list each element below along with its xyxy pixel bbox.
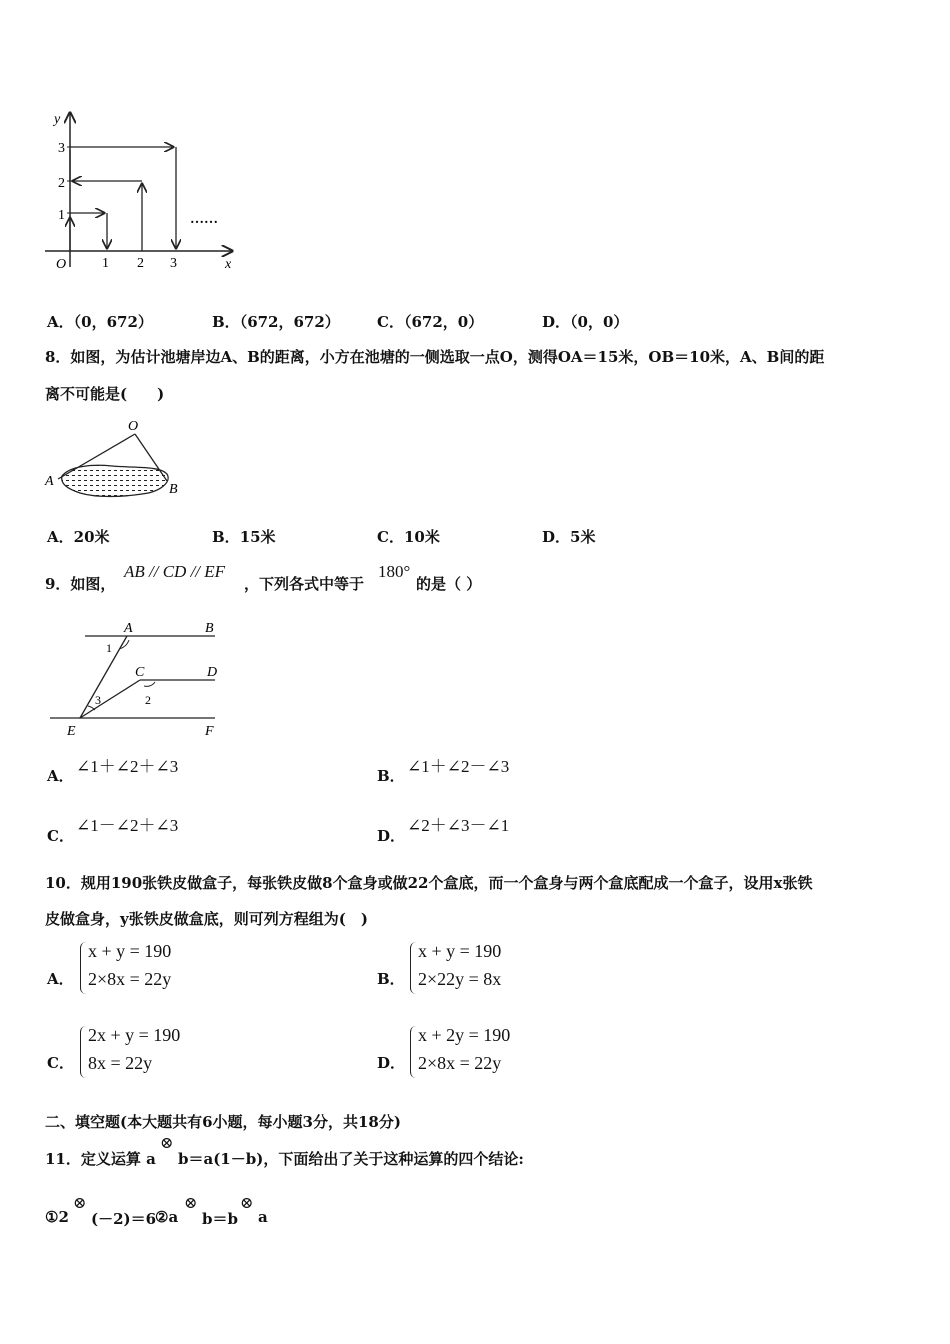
q8-option-c: C．10米 (377, 528, 440, 546)
angle-1-label: 1 (106, 641, 112, 655)
x-tick-3: 3 (170, 256, 177, 271)
q9-parallel-lines-figure (45, 614, 230, 739)
origin-label: O (56, 257, 67, 272)
q10-option-d-eq1: x + 2y = 190 (418, 1025, 511, 1045)
q11-conclusion-2-label: ②a (155, 1208, 179, 1226)
q8-option-d: D．5米 (542, 528, 596, 546)
q10-option-b-letter: B． (377, 970, 405, 988)
q11-conclusion-1-label: ①2 (45, 1208, 69, 1226)
q10-option-a-letter: A． (47, 970, 74, 988)
point-b-label: B (205, 621, 214, 636)
q11-conclusion-1-rest: (－2)＝6 (91, 1210, 157, 1228)
point-f-label: F (205, 724, 214, 739)
q10-option-a-eq2: 2×8x = 22y (88, 969, 172, 989)
point-e-label: E (67, 724, 76, 739)
q8-pond-figure (42, 418, 192, 500)
q8-option-a: A．20米 (47, 528, 110, 546)
q10-option-c-brace (80, 1026, 87, 1078)
q9-stem-prefix: 9．如图， (45, 575, 116, 593)
x-tick-1: 1 (102, 256, 109, 271)
q9-option-d-expr: ∠2＋∠3－∠1 (407, 816, 510, 835)
q7-option-c: C．（672，0） (377, 313, 484, 331)
y-tick-3: 3 (58, 141, 65, 156)
x-axis-label: x (225, 257, 232, 272)
q10-option-a-eq1: x + y = 190 (88, 941, 172, 961)
q11-conclusion-2-end: a (258, 1208, 268, 1226)
q7-option-a: A．（0，672） (47, 313, 153, 331)
q9-option-a-expr: ∠1＋∠2＋∠3 (76, 757, 179, 776)
q7-path-graph (40, 105, 250, 275)
point-o-label: O (128, 419, 139, 434)
angle-3-label: 3 (95, 693, 101, 707)
q9-option-a-letter: A． (47, 767, 74, 785)
q10-option-a-brace (80, 942, 87, 994)
q9-option-c-letter: C． (47, 827, 74, 845)
otimes-icon: ⊗ (240, 1193, 254, 1212)
q10-option-c-letter: C． (47, 1054, 74, 1072)
q9-option-b-letter: B． (377, 767, 405, 785)
q10-option-d-eq2: 2×8x = 22y (418, 1053, 502, 1073)
q8-option-b: B．15米 (212, 528, 276, 546)
q11-conclusion-2-mid: b＝b (202, 1210, 238, 1228)
q10-option-d-letter: D． (377, 1054, 406, 1072)
point-c-label: C (135, 665, 145, 680)
x-tick-2: 2 (137, 256, 144, 271)
q11-stem-prefix: 11．定义运算 a (45, 1150, 156, 1168)
q7-option-d: D．（0，0） (542, 313, 629, 331)
q10-option-c-eq1: 2x + y = 190 (88, 1025, 181, 1045)
q10-stem-line2: 皮做盒身，y张铁皮做盒底，则可列方程组为( ) (45, 910, 368, 928)
q9-parallel-condition: AB // CD // EF (124, 562, 226, 581)
y-axis-label: y (54, 112, 61, 127)
q10-option-b-eq1: x + y = 190 (418, 941, 502, 961)
otimes-icon: ⊗ (73, 1193, 87, 1212)
q11-stem-rest: b＝a(1－b)，下面给出了关于这种运算的四个结论: (178, 1150, 524, 1168)
point-a-label: A (45, 474, 54, 489)
continuation-dots: …… (190, 212, 218, 227)
point-d-label: D (207, 665, 218, 680)
q9-option-d-letter: D． (377, 827, 406, 845)
y-tick-1: 1 (58, 208, 65, 223)
q10-option-b-brace (410, 942, 417, 994)
point-a-label: A (124, 621, 133, 636)
q9-value: 180° (378, 562, 411, 581)
q10-option-c-eq2: 8x = 22y (88, 1053, 153, 1073)
section-2-title: 二、填空题(本大题共有6小题，每小题3分，共18分) (45, 1113, 401, 1131)
point-b-label: B (169, 482, 178, 497)
q9-option-c-expr: ∠1－∠2＋∠3 (76, 816, 179, 835)
q10-option-b-eq2: 2×22y = 8x (418, 969, 502, 989)
q9-stem-middle: ，下列各式中等于 (244, 575, 365, 593)
angle-2-label: 2 (145, 693, 151, 707)
otimes-icon: ⊗ (160, 1133, 174, 1152)
y-tick-2: 2 (58, 176, 65, 191)
q9-option-b-expr: ∠1＋∠2－∠3 (407, 757, 510, 776)
q7-option-b: B．（672，672） (212, 313, 340, 331)
otimes-icon: ⊗ (184, 1193, 198, 1212)
q10-option-d-brace (410, 1026, 417, 1078)
q9-stem-suffix: 的是（ ） (416, 575, 482, 593)
q8-stem-line2: 离不可能是( ) (45, 385, 165, 403)
q8-stem-line1: 8．如图，为估计池塘岸边A、B的距离，小方在池塘的一侧选取一点O，测得OA＝15米，OB＝10米，A、B间的距 (45, 348, 825, 366)
q10-stem-line1: 10．规用190张铁皮做盒子，每张铁皮做8个盒身或做22个盒底，而一个盒身与两个盒底配成一个盒子，设用x张铁 (45, 874, 813, 892)
